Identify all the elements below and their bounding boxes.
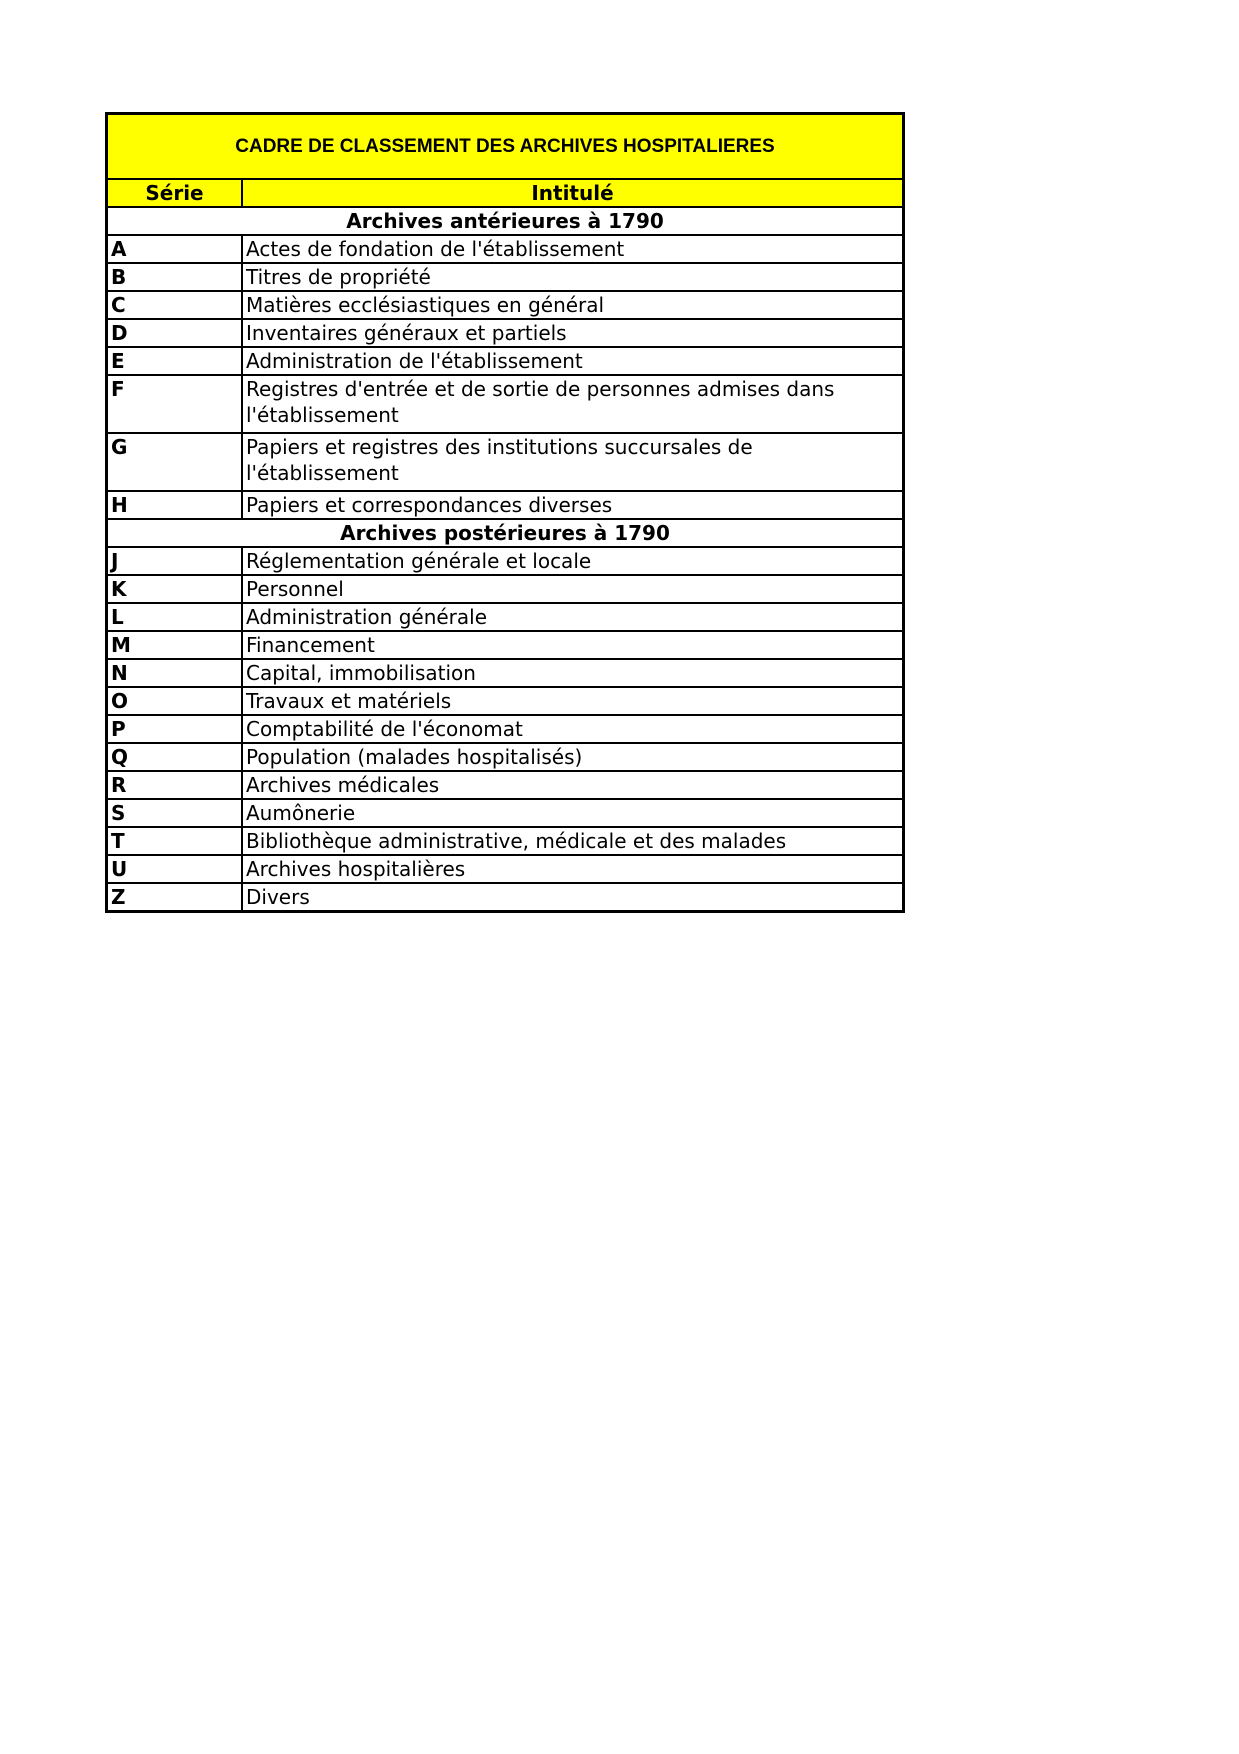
serie-cell: C [108, 291, 242, 319]
serie-cell: N [108, 659, 242, 687]
serie-cell: T [108, 827, 242, 855]
table-title: CADRE DE CLASSEMENT DES ARCHIVES HOSPITALIERES [108, 115, 902, 180]
intitule-cell: Administration de l'établissement [242, 347, 902, 375]
table-row [108, 547, 902, 575]
serie-cell: J [108, 547, 242, 575]
table-row [108, 433, 902, 491]
intitule-cell: Réglementation générale et locale [242, 547, 902, 575]
header-serie: Série [108, 180, 242, 207]
serie-cell: K [108, 575, 242, 603]
intitule-cell: Bibliothèque administrative, médicale et des malades [242, 827, 902, 855]
header-intitule: Intitulé [242, 180, 902, 207]
table-row [108, 743, 902, 771]
serie-cell: M [108, 631, 242, 659]
table-row [108, 319, 902, 347]
intitule-cell: Actes de fondation de l'établissement [242, 235, 902, 263]
intitule-cell: Capital, immobilisation [242, 659, 902, 687]
intitule-cell: Aumônerie [242, 799, 902, 827]
intitule-cell: Personnel [242, 575, 902, 603]
intitule-cell: Administration générale [242, 603, 902, 631]
section-label: Archives antérieures à 1790 [108, 207, 902, 235]
serie-cell: G [108, 433, 242, 491]
serie-cell: O [108, 687, 242, 715]
intitule-cell: Financement [242, 631, 902, 659]
intitule-cell: Papiers et registres des institutions succursales de l'établissement [242, 433, 902, 491]
serie-cell: U [108, 855, 242, 883]
intitule-cell: Archives hospitalières [242, 855, 902, 883]
intitule-cell: Matières ecclésiastiques en général [242, 291, 902, 319]
section-label: Archives postérieures à 1790 [108, 519, 902, 547]
serie-cell: Z [108, 883, 242, 910]
serie-cell: P [108, 715, 242, 743]
table-row [108, 883, 902, 910]
section-row [108, 207, 902, 235]
table-row [108, 715, 902, 743]
table-row [108, 659, 902, 687]
table-row [108, 575, 902, 603]
table-row [108, 603, 902, 631]
serie-cell: E [108, 347, 242, 375]
table-row [108, 263, 902, 291]
serie-cell: R [108, 771, 242, 799]
serie-cell: S [108, 799, 242, 827]
serie-cell: D [108, 319, 242, 347]
classification-table-container [105, 112, 905, 913]
intitule-cell: Travaux et matériels [242, 687, 902, 715]
serie-cell: H [108, 491, 242, 519]
serie-cell: F [108, 375, 242, 433]
intitule-cell: Titres de propriété [242, 263, 902, 291]
table-row [108, 235, 902, 263]
serie-cell: A [108, 235, 242, 263]
table-row [108, 291, 902, 319]
intitule-cell: Registres d'entrée et de sortie de personnes admises dans l'établissement [242, 375, 902, 433]
table-row [108, 631, 902, 659]
intitule-cell: Archives médicales [242, 771, 902, 799]
table-row [108, 347, 902, 375]
table-row [108, 491, 902, 519]
table-row [108, 855, 902, 883]
intitule-cell: Divers [242, 883, 902, 910]
intitule-cell: Papiers et correspondances diverses [242, 491, 902, 519]
table-row [108, 375, 902, 433]
table-row [108, 687, 902, 715]
serie-cell: B [108, 263, 242, 291]
classification-table [108, 180, 902, 910]
table-row [108, 799, 902, 827]
intitule-cell: Inventaires généraux et partiels [242, 319, 902, 347]
intitule-cell: Comptabilité de l'économat [242, 715, 902, 743]
serie-cell: L [108, 603, 242, 631]
intitule-cell: Population (malades hospitalisés) [242, 743, 902, 771]
table-row [108, 771, 902, 799]
section-row [108, 519, 902, 547]
table-row [108, 827, 902, 855]
header-row [108, 180, 902, 207]
serie-cell: Q [108, 743, 242, 771]
